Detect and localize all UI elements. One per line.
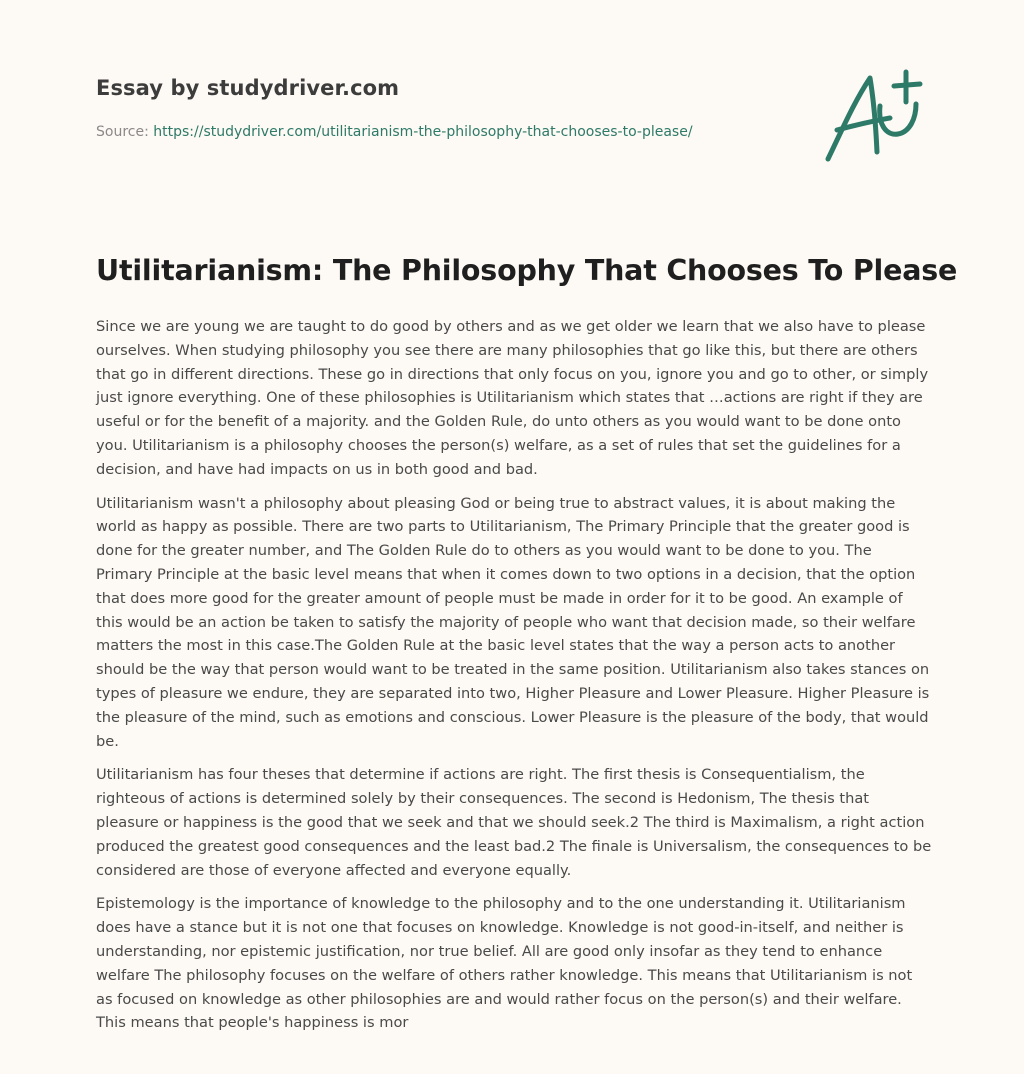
source-line bbox=[96, 124, 693, 140]
source-label: Source: bbox=[96, 124, 149, 140]
essay-title: Utilitarianism: The Philosophy That Chooses To Please bbox=[96, 254, 958, 287]
essay-paragraph: Since we are young we are taught to do good by others and as we get older we learn that we also have to please ourselves. When studying philosophy you see there are many philosophies that go like this, but there are others that go in different directions. These go in directions that only focus on you, ignore you and go to other, or simply just ignore everything. One of these philosophies is Utilitarianism which states that …actions are right if they are useful or for the benefit of a majority. and the Golden Rule, do unto others as you would want to be done onto you. Utilitarianism is a philosophy chooses the person(s) welfare, as a set of rules that set the guidelines for a decision, and have had impacts on us in both good and bad. bbox=[96, 318, 929, 478]
brand-title: Essay by studydriver.com bbox=[96, 76, 400, 100]
essay-paragraph: Utilitarianism wasn't a philosophy about pleasing God or being true to abstract values, it is about making the world as happy as possible. There are two parts to Utilitarianism, The Primary Principle that the greater good is done for the greater number, and The Golden Rule do to others as you would want to be done to you. The Primary Principle at the basic level means that when it comes down to two options in a decision, that the option that does more good for the greater amount of people must be made in order for it to be good. An example of this would be an action be taken to satisfy the majority of people who want that decision made, so their welfare matters the most in this case.The Golden Rule at the basic level states that the way a person acts to another should be the way that person would want to be treated in the same position. Utilitarianism also takes stances on types of pleasure we endure, they are separated into two, Higher Pleasure and Lower Pleasure. Higher Pleasure is the pleasure of the mind, such as emotions and conscious. Lower Pleasure is the pleasure of the body, that would be. bbox=[96, 494, 930, 750]
source-link[interactable]: https://studydriver.com/utilitarianism-the-philosophy-that-chooses-to-please/ bbox=[153, 124, 693, 140]
essay-paragraph: Utilitarianism has four theses that determine if actions are right. The first thesis is Consequentialism, the righteous of actions is determined solely by their consequences. The second is Hedonism, The thesis that pleasure or happiness is the good that we seek and that we should seek.2 The third is Maximalism, a right action produced the greatest good consequences and the least bad.2 The finale is Universalism, the consequences to be considered are those of everyone affected and everyone equally. bbox=[96, 766, 932, 879]
essay-paragraph: Epistemology is the importance of knowledge to the philosophy and to the one understanding it. Utilitarianism does have a stance but it is not one that focuses on knowledge. Knowledge is not good-in-itself, and neither is understanding, nor epistemic justification, nor true belief. All are good only insofar as they tend to enhance welfare The philosophy focuses on the welfare of others rather knowledge. This means that Utilitarianism is not as focused on knowledge as other philosophies are and would rather focus on the person(s) and their welfare. This means that people's happiness is mor bbox=[96, 895, 913, 1032]
essay-body bbox=[96, 315, 932, 1045]
a-plus-icon bbox=[824, 68, 928, 164]
